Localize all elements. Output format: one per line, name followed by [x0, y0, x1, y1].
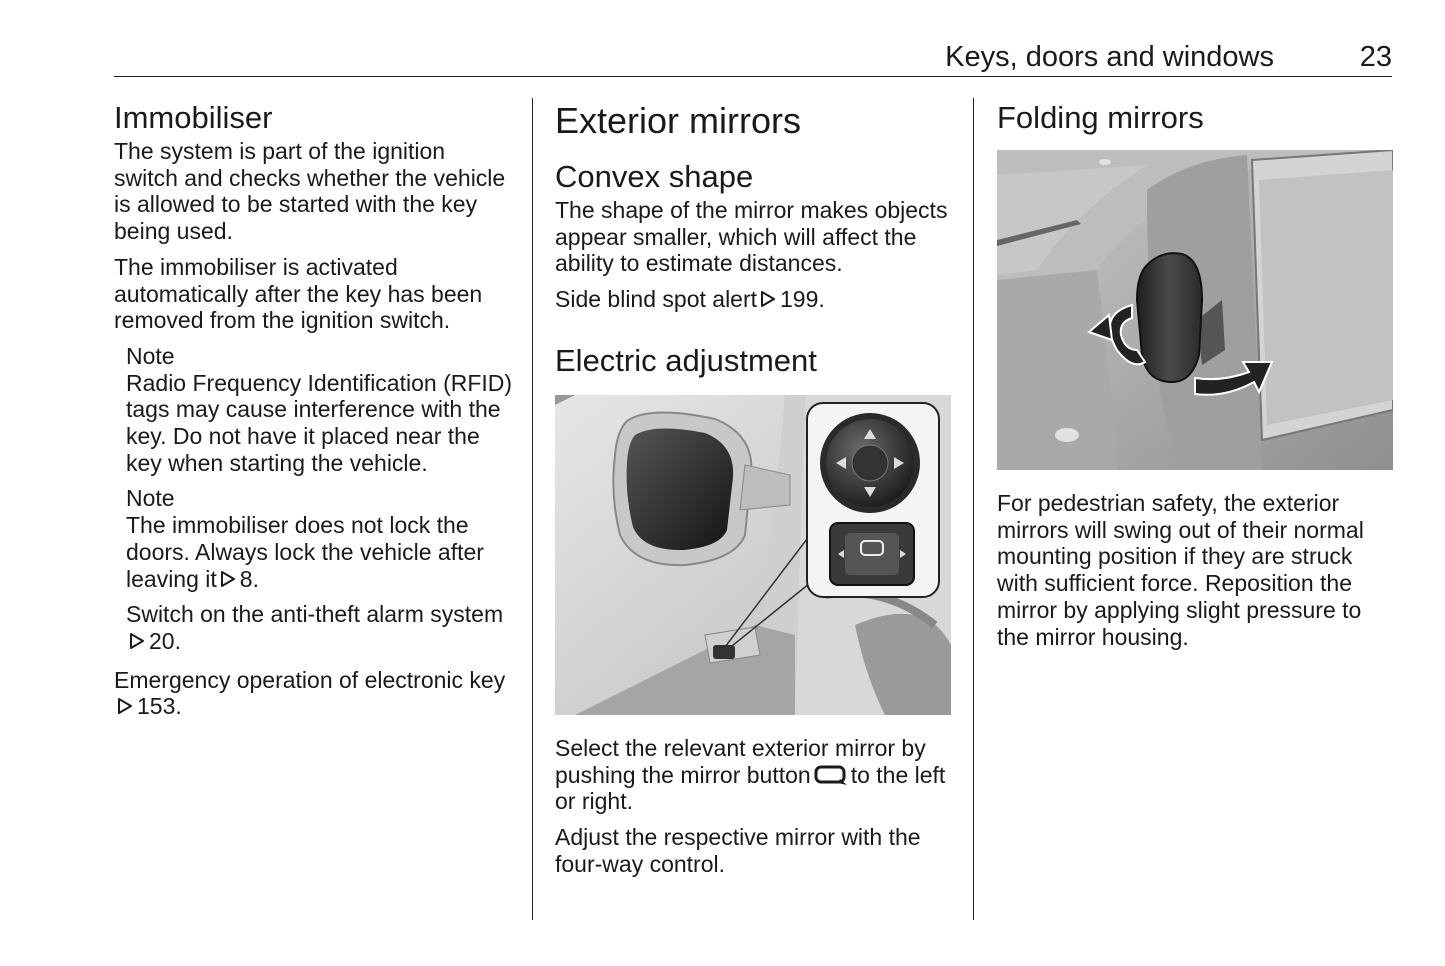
- page-reference-icon: [759, 290, 777, 308]
- subheading-convex-shape: Convex shape: [555, 159, 754, 194]
- page-reference-link[interactable]: 8.: [239, 565, 259, 592]
- note-rfid: [126, 343, 514, 477]
- column-immobiliser: [114, 98, 514, 720]
- section-heading-folding-mirrors: Folding mirrors: [997, 100, 1204, 135]
- column-exterior-mirrors: [555, 98, 953, 877]
- section-heading-immobiliser: Immobiliser: [114, 100, 273, 135]
- column-divider: [532, 98, 533, 920]
- page-reference-link[interactable]: 199.: [780, 286, 825, 313]
- note-label: Note: [126, 485, 175, 512]
- paragraph: Select the relevant exterior mirror by pushing the mirror button to the left or right.: [555, 734, 946, 815]
- paragraph: For pedestrian safety, the exterior mirrors will swing out of their normal mounting position if they are struck with sufficient force. Reposition the mirror by applying slight pressure to the mirror housing.: [997, 490, 1364, 650]
- mirror-button-icon: [814, 765, 848, 785]
- page-reference-link[interactable]: 153.: [137, 693, 182, 720]
- folding-mirror-illustration: [997, 150, 1393, 470]
- page-reference-icon: [116, 697, 134, 715]
- paragraph: Adjust the respective mirror with the four-way control.: [555, 823, 921, 877]
- paragraph: Side blind spot alert 199.: [555, 286, 825, 313]
- mirror-control-illustration: [555, 395, 951, 715]
- paragraph: Switch on the anti-theft alarm system20.: [126, 601, 504, 654]
- note-label: Note: [126, 342, 175, 369]
- page-reference-icon: [219, 570, 237, 588]
- page-header: [114, 36, 1392, 77]
- paragraph: The system is part of the ignition switch and checks whether the vehicle is allowed to be started with the key being used.: [114, 138, 506, 245]
- paragraph: The shape of the mirror makes objects appear smaller, which will affect the ability to estimate distances.: [555, 197, 948, 277]
- note-text: Radio Frequency Identification (RFID) tags may cause interference with the key. Do not have it placed near the key when starting the vehicle.: [126, 369, 513, 476]
- page-reference-link[interactable]: 20.: [149, 627, 181, 654]
- subheading-electric-adjustment: Electric adjustment: [555, 342, 817, 378]
- header-title: Keys, doors and windows: [945, 41, 1274, 73]
- column-divider: [973, 98, 974, 920]
- page-reference-icon: [128, 632, 146, 650]
- paragraph: Emergency operation of electronic key153.: [114, 666, 506, 720]
- column-folding-mirrors: [997, 98, 1397, 650]
- page-number: 23: [1359, 41, 1392, 73]
- note-text: The immobiliser does not lock the doors. Always lock the vehicle after leaving it 8.: [126, 512, 484, 592]
- paragraph: The immobiliser is activated automatically after the key has been removed from the ignition switch.: [114, 253, 483, 334]
- note-lock: [126, 485, 514, 654]
- section-heading-exterior-mirrors: Exterior mirrors: [555, 100, 802, 141]
